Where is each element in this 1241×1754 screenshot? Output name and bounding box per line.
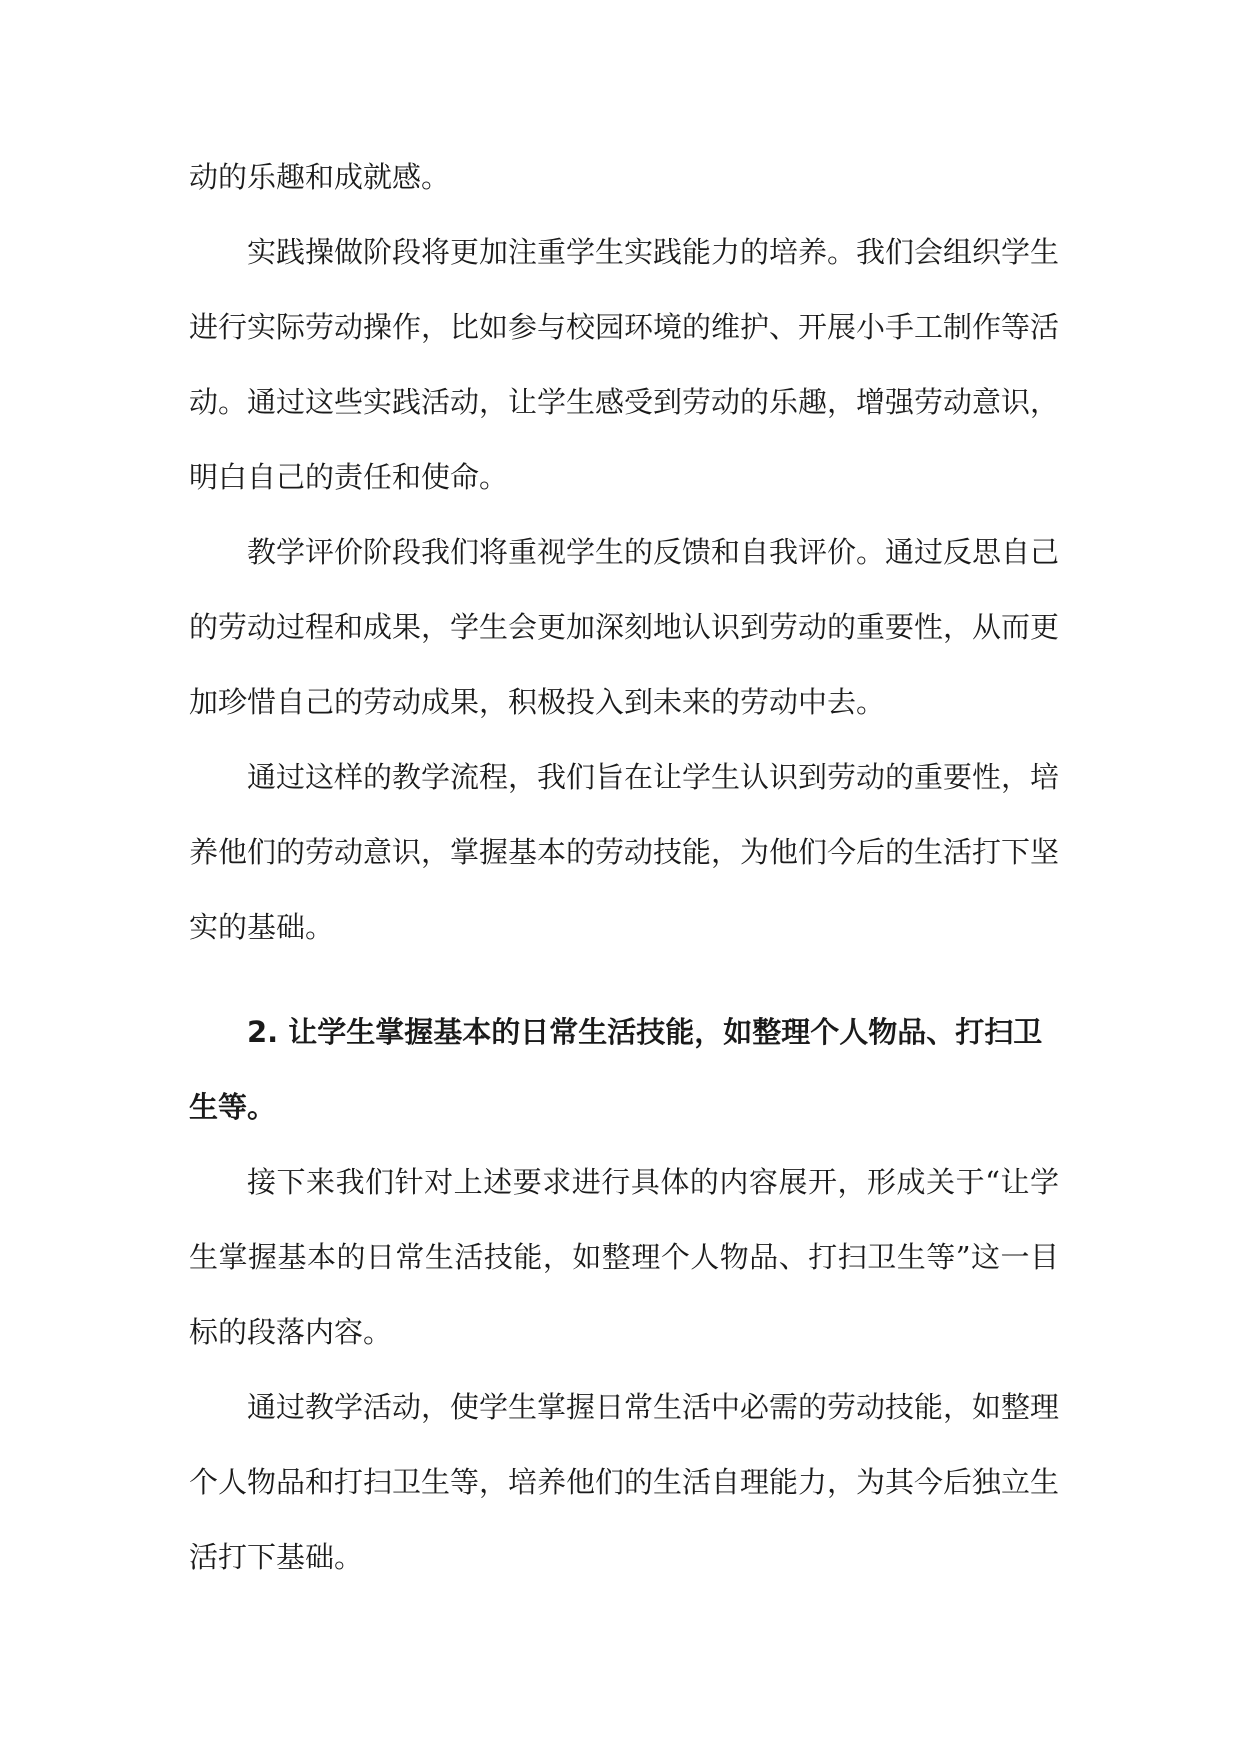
paragraph-practice-stage: 实践操做阶段将更加注重学生实践能力的培养。我们会组织学生进行实际劳动操作，比如参与校园环境的维护、开展小手工制作等活动。通过这些实践活动，让学生感受到劳动的乐趣，增强劳动意识，明白自己的责任和使命。 bbox=[189, 235, 1060, 494]
paragraph-summary: 通过这样的教学流程，我们旨在让学生认识到劳动的重要性，培养他们的劳动意识，掌握基本的劳动技能，为他们今后的生活打下坚实的基础。 bbox=[189, 760, 1060, 944]
paragraph-intro: 接下来我们针对上述要求进行具体的内容展开，形成关于“让学生掌握基本的日常生活技能，如整理个人物品、打扫卫生等”这一目标的段落内容。 bbox=[189, 1165, 1059, 1349]
paragraph-objective: 通过教学活动，使学生掌握日常生活中必需的劳动技能，如整理个人物品和打扫卫生等，培养他们的生活自理能力，为其今后独立生活打下基础。 bbox=[189, 1390, 1060, 1574]
section-gap bbox=[189, 965, 1059, 995]
paragraph-continuation: 动的乐趣和成就感。 bbox=[189, 160, 451, 194]
paragraph-evaluation-stage: 教学评价阶段我们将重视学生的反馈和自我评价。通过反思自己的劳动过程和成果，学生会更加深刻地认识到劳动的重要性，从而更加珍惜自己的劳动成果，积极投入到未来的劳动中去。 bbox=[189, 535, 1060, 719]
document-page bbox=[189, 140, 1059, 1595]
section-heading: 2. 让学生掌握基本的日常生活技能，如整理个人物品、打扫卫生等。 bbox=[189, 1015, 1043, 1124]
